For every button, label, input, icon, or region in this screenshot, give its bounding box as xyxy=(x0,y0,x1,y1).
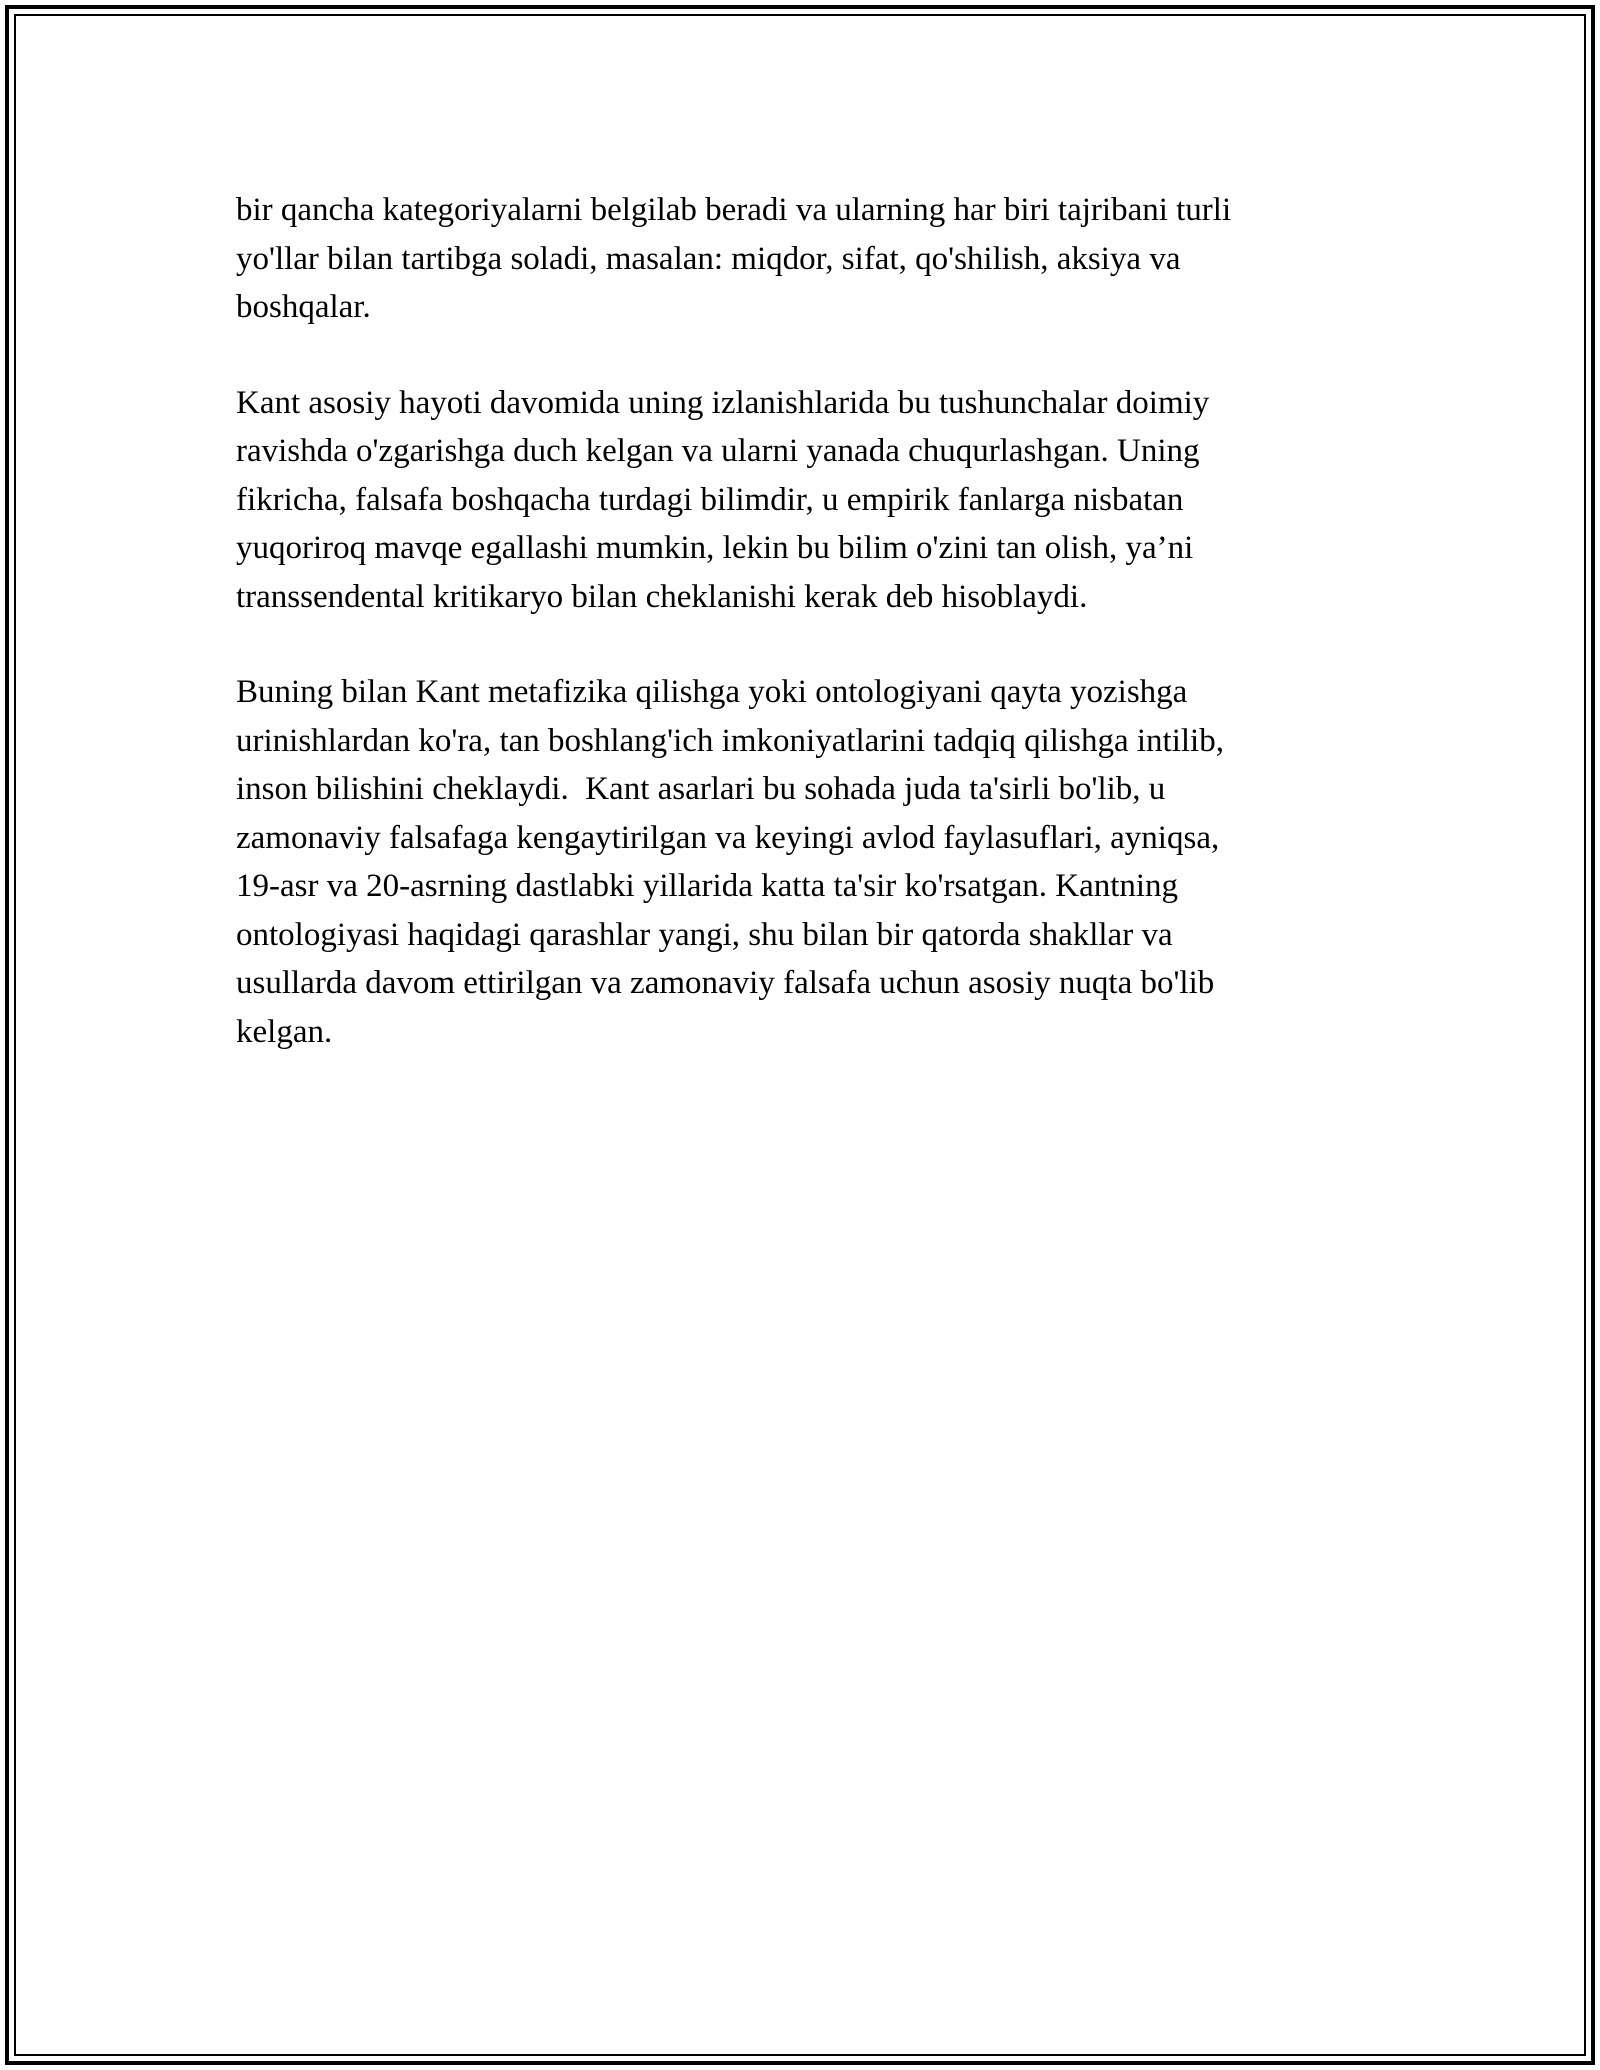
paragraph-2: Kant asosiy hayoti davomida uning izlanishlarida bu tushunchalar doimiy ravishda o'zgarishga duch kelgan va ularni yanada chuqurlashgan. Uning fikricha, falsafa boshqacha turdagi bilimdir, u empirik fanlarga nisbatan yuqoriroq mavqe egallashi mumkin, lekin bu bilim o'zini tan olish, ya’ni transsendental kritikaryo bilan cheklanishi kerak deb hisoblaydi. xyxy=(236,384,1210,615)
paragraph-1: bir qancha kategoriyalarni belgilab beradi va ularning har biri tajribani turli yo'llar bilan tartibga soladi, masalan: miqdor, sifat, qo'shilish, aksiya va boshqalar. xyxy=(236,192,1232,325)
document-body xyxy=(236,186,1356,1103)
paragraph-3: Buning bilan Kant metafizika qilishga yoki ontologiyani qayta yozishga urinishlardan ko'ra, tan boshlang'ich imkoniyatlarini tadqiq qilishga intilib, inson bilishini cheklaydi. Kant asarlari bu sohada juda ta'sirli bo'lib, u zamonaviy falsafaga kengaytirilgan va keyingi avlod faylasuflari, ayniqsa, 19-asr va 20-asrning dastlabki yillarida katta ta'sir ko'rsatgan. Kantning ontologiyasi haqidagi qarashlar yangi, shu bilan bir qatorda shakllar va usullarda davom ettirilgan va zamonaviy falsafa uchun asosiy nuqta bo'lib kelgan. xyxy=(236,674,1224,1050)
